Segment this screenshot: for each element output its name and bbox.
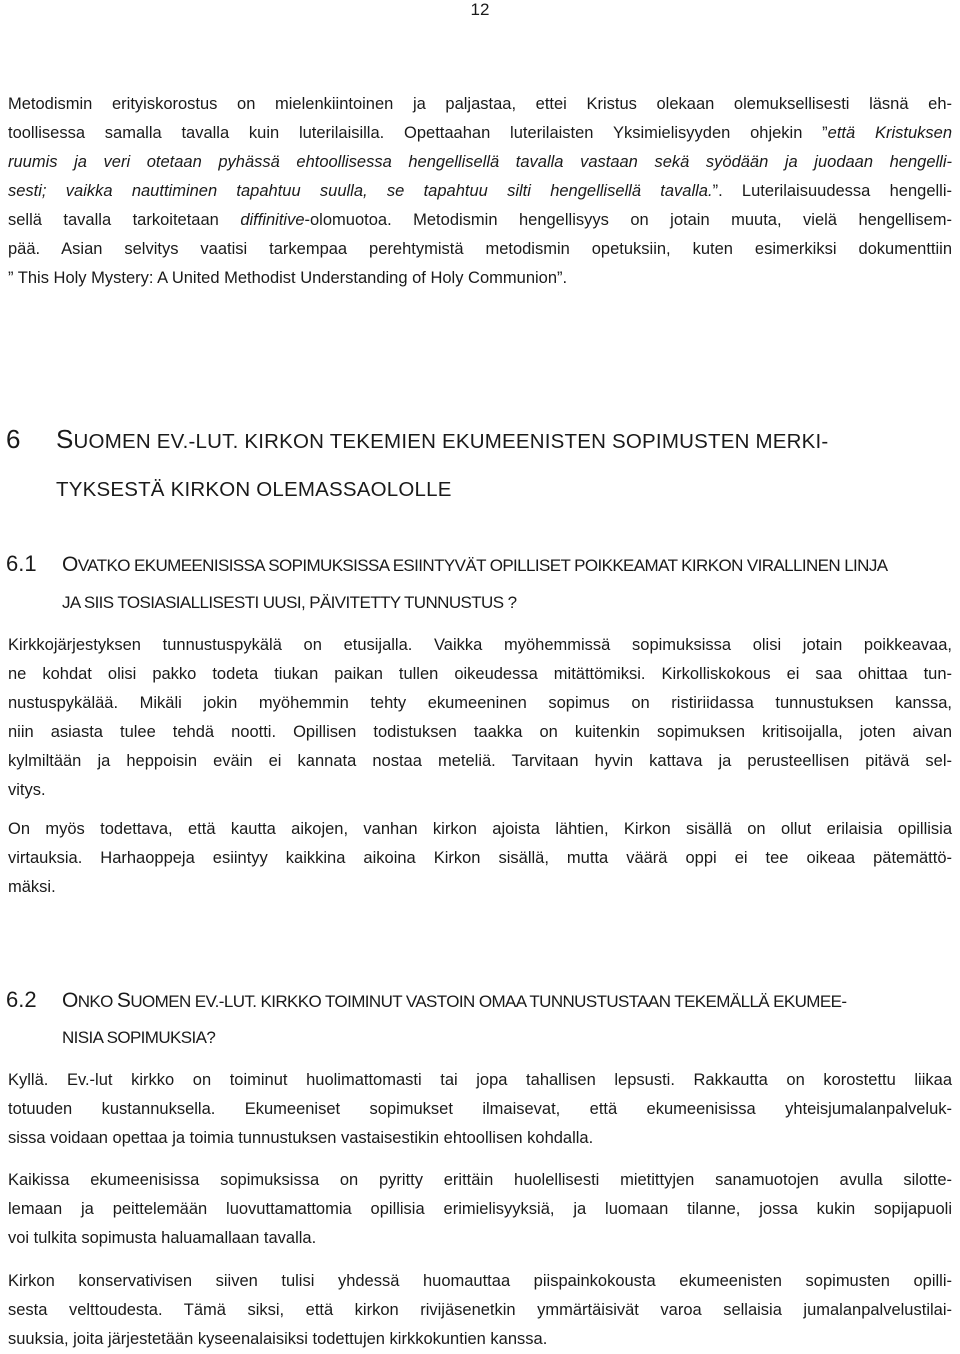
page-number: 12 [470, 0, 490, 19]
text-line: On myös todettava, että kautta aikojen, vanhan kirkon ajoista lähtien, Kirkon sisällä on ollut erilaisia opillisia [8, 820, 952, 838]
section-6-1-heading-cont: JA SIIS TOSIASIALLISESTI UUSI, PÄIVITETTY TUNNUSTUS ? [62, 593, 517, 612]
section-number: 6 [6, 424, 21, 454]
text-line: Kyllä. Ev.-lut kirkko on toiminut huolimattomasti tai jopa tahallisen lepsusti. Rakkautta on korostettu liikaa [8, 1071, 952, 1089]
section-number: 6.2 [6, 987, 37, 1012]
section-6-2-paragraph-2 [8, 1166, 952, 1253]
text-line: ruumis ja veri otetaan pyhässä ehtoollisessa hengellisellä tavalla vastaan sekä syödään ja juodaan hengelli- [8, 153, 952, 171]
text-line: virtauksia. Harhaoppeja esiintyy kaikkina aikoina Kirkon sisällä, mutta väärä oppi ei tee oikeaa pätemättö- [8, 849, 952, 867]
text-line: sissa voidaan opettaa ja toimia tunnustuksen vastaisestikin ehtoollisen kohdalla. [8, 1129, 594, 1147]
text-line: totuuden kustannuksella. Ekumeeniset sopimukset ilmaisevat, että ekumeenisissa yhteisjumalanpalveluk- [8, 1100, 952, 1118]
section-6-heading: 6 SUOMEN EV.-LUT. KIRKON TEKEMIEN EKUMEENISTEN SOPIMUSTEN MERKI- [6, 424, 829, 454]
text-line: Kirkon konservativisen siiven tulisi yhdessä huomauttaa piispainkokousta ekumeenisten sopimusten opilli- [8, 1272, 952, 1290]
section-6-1-paragraph-1 [8, 631, 952, 805]
section-6-2-paragraph-1 [8, 1066, 952, 1153]
section-6-2-heading: 6.2 ONKO SUOMEN EV.-LUT. KIRKKO TOIMINUT VASTOIN OMAA TUNNUSTUSTAAN TEKEMÄLLÄ EKUMEE- [6, 987, 847, 1012]
text-line: voi tulkita sopimusta haluamallaan tavalla. [8, 1229, 317, 1247]
text-line: ” This Holy Mystery: A United Methodist Understanding of Holy Communion”. [8, 269, 568, 287]
section-6-2-heading-cont: NISIA SOPIMUKSIA? [62, 1028, 216, 1047]
text-line: Kirkkojärjestyksen tunnustuspykälä on etusijalla. Vaikka myöhemmissä sopimuksissa olisi jotain poikkeavaa, [8, 636, 952, 654]
text-line: suuksia, joita järjestetään kyseenalaisiksi todettujen kirkkokuntien kanssa. [8, 1330, 548, 1348]
text-line: lemaan ja peittelemään luovuttamattomia opillisia erimielisyyksiä, ja luomaan tilanne, jossa kukin sopijapuoli [8, 1200, 952, 1218]
intro-paragraph [8, 90, 952, 293]
text-line: Kaikissa ekumeenisissa sopimuksissa on pyritty erittäin huolellisesti mietittyjen sanamuotojen avulla silotte- [8, 1171, 952, 1189]
section-number: 6.1 [6, 551, 37, 576]
text-line: ne kohdat olisi pakko todeta tiukan paikan tullen oikeudessa mitättömiksi. Kirkolliskokous ei saa ohittaa tun- [8, 665, 952, 683]
text-line: mäksi. [8, 878, 56, 896]
text-line: nustuspykälää. Mikäli jokin myöhemmin tehty ekumeeninen sopimus on ristiriidassa tunnustuksen kanssa, [8, 694, 952, 712]
section-6-1-paragraph-2 [8, 815, 952, 902]
section-6-2-paragraph-3 [8, 1267, 952, 1354]
text-line: sellä tavalla tarkoitetaan diffinitive-olomuotoa. Metodismin hengellisyys on jotain muuta, vielä hengellisem- [8, 211, 952, 229]
text-line: toollisessa samalla tavalla kuin luterilaisilla. Opettaahan luterilaisten Yksimielisyyden ohjekin ”että Kristuksen [8, 124, 952, 142]
text-line: pää. Asian selvitys vaatisi tarkempaa perehtymistä metodismin opetuksiin, kuten esimerkiksi dokumenttiin [8, 240, 952, 258]
section-6-1-heading: 6.1 OVATKO EKUMEENISISSA SOPIMUKSISSA ESIINTYVÄT OPILLISET POIKKEAMAT KIRKON VIRALLINEN LINJA [6, 551, 888, 576]
text-line: niin asiasta tulee tehdä nootti. Opillisen todistuksen taakka on kuitenkin sopimuksen kritisoijalla, joten aivan [8, 723, 952, 741]
text-line: sesti; vaikka nauttiminen tapahtuu suulla, se tapahtuu silti hengellisellä tavalla.”. Luterilaisuudessa hengelli- [8, 182, 952, 200]
text-line: vitys. [8, 781, 46, 799]
text-line: kylmiltään ja heppoisin eväin ei kannata nostaa meteliä. Tarvitaan hyvin kattava ja perusteellisen pitävä sel- [8, 752, 952, 770]
text-line: Metodismin erityiskorostus on mielenkiintoinen ja paljastaa, ettei Kristus olekaan olemuksellisesti läsnä eh- [8, 95, 952, 113]
section-6-heading-cont: TYKSESTÄ KIRKON OLEMASSAOLOLLE [56, 478, 452, 501]
text-line: sesta velttoudesta. Tämä siksi, että kirkon rivijäsenetkin ymmärtäisivät varoa sellaisia jumalanpalvelustilai- [8, 1301, 952, 1319]
